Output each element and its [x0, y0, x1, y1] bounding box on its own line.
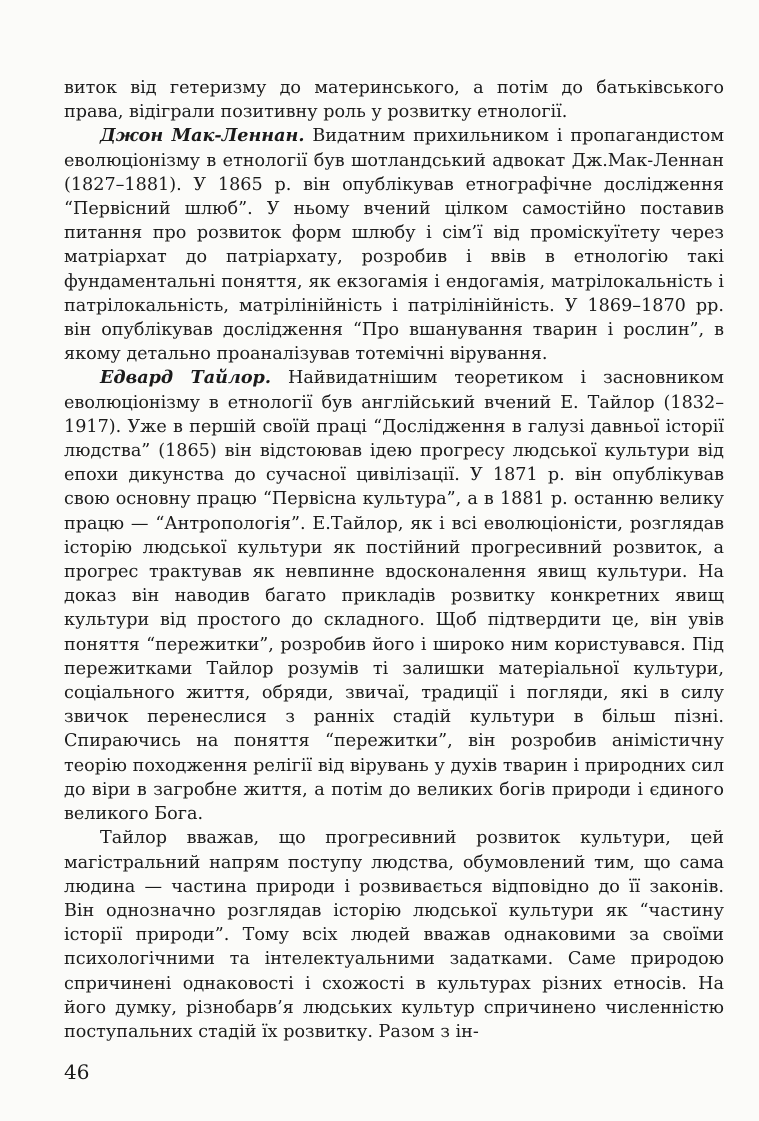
paragraph-lead-mclennan: Джон Мак-Леннан.	[100, 125, 305, 147]
paragraph-text: Найвидатнішим теоретиком і засновником еволюціонізму в етнології був англійський вчений Е. Тайлор (1832–1917). Уже в першій своїй праці “Дослідження в галузі давньої історії людства” (1865) він відстоював ідею прогресу людської культури від епохи дикунства до сучасної цивілізації. У 1871 р. він опублікував свою основну працю “Первісна культура”, а в 1881 р. останню велику працю — “Антропологія”. Е.Тайлор, як і всі еволюціоністи, розглядав історію людської культури як постійний прогресивний розвиток, а прогрес трактував як невпинне вдосконалення явищ культури. На доказ він наводив багато прикладів розвитку конкретних явищ культури від простого до складного. Щоб підтвердити це, він увів поняття “пережитки”, розробив його і широко ним користувався. Під пережитками Тайлор розумів ті залишки матеріальної культури, соціального життя, обряди, звичаї, традиції і погляди, які в силу звичок перенеслися з ранніх стадій культури в більш пізні. Спираючись на поняття “пережитки”, він розробив анімістичну теорію походження релігії від вірувань у духів тварин і природних сил до віри в загробне життя, а потім до великих богів природи і єдиного великого Бога.	[64, 368, 724, 825]
paragraph-mclennan	[64, 124, 724, 366]
body-text	[64, 76, 724, 1044]
paragraph-continuation	[64, 76, 724, 124]
paragraph-text: Тайлор вважав, що прогресивний розвиток культури, цей магістральний напрям поступу людства, обумовлений тим, що сама людина — частина природи і розвивається відповідно до її законів. Він однозначно розглядав історію людської культури як “частину історії природи”. Тому всіх людей вважав однаковими за своїми психологічними та інтелектуальними задатками. Саме природою спричинені однаковості і схожості в культурах різних етносів. На його думку, різнобарв’я людських культур спричинено численністю поступальних стадій їх розвитку. Разом з ін-	[64, 828, 724, 1042]
paragraph-text: Видатним прихильником і пропагандистом еволюціонізму в етнології був шотландський адвокат Дж.Мак-Леннан (1827–1881). У 1865 р. він опублікував етнографічне дослідження “Первісний шлюб”. У ньому вчений цілком самостійно поставив питання про розвиток форм шлюбу і сім’ї від проміскуїтету через матріархат до патріархату, розробив і ввів в етнологію такі фундаментальні поняття, як екзогамія і ендогамія, матрілокальність і патрілокальність, матрілінійність і патрілінійність. У 1869–1870 рр. він опублікував дослідження “Про вшанування тварин і рослин”, в якому детально проаналізував тотемічні вірування.	[64, 126, 725, 365]
paragraph-text: виток від гетеризму до материнського, а потім до батьківського права, відіграли позитивну роль у розвитку етнології.	[64, 78, 724, 123]
paragraph-tylor-views	[64, 826, 724, 1044]
page-number: 46	[64, 1060, 90, 1084]
paragraph-lead-tylor: Едвард Тайлор.	[100, 367, 271, 389]
paragraph-tylor	[64, 366, 724, 826]
